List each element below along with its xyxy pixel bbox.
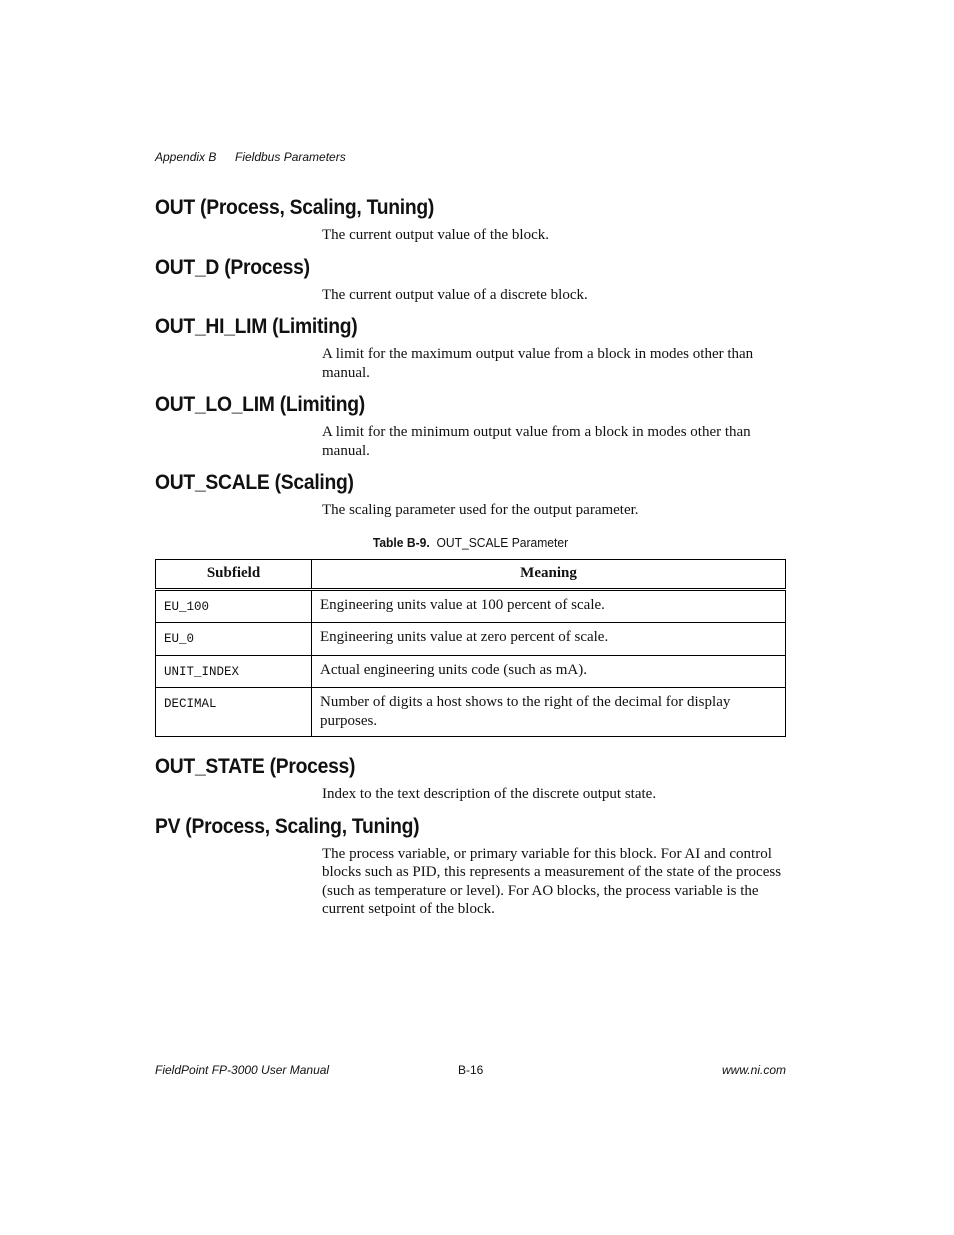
section-body: A limit for the maximum output value from a block in modes other than manual. bbox=[322, 346, 754, 381]
table-caption-text: OUT_SCALE Parameter bbox=[436, 534, 569, 550]
section-body: The current output value of a discrete block. bbox=[322, 286, 588, 303]
section-title: OUT_LO_LIM (Limiting) bbox=[155, 393, 365, 416]
table-row bbox=[156, 688, 786, 737]
header-appendix: Appendix B bbox=[155, 150, 217, 164]
section-out-scale bbox=[155, 471, 786, 737]
out-scale-table bbox=[155, 559, 786, 738]
section-title: OUT_HI_LIM (Limiting) bbox=[155, 315, 358, 338]
section-body: A limit for the minimum output value from a block in modes other than manual. bbox=[322, 424, 751, 459]
section-body: Index to the text description of the discrete output state. bbox=[322, 786, 657, 802]
section-body: The scaling parameter used for the output parameter. bbox=[322, 502, 639, 518]
running-header bbox=[155, 150, 346, 164]
section-out-lo-lim bbox=[155, 393, 786, 460]
section-pv bbox=[155, 815, 786, 919]
section-out-state bbox=[155, 755, 786, 804]
table-caption bbox=[177, 535, 764, 550]
cell-meaning: Actual engineering units code (such as mA). bbox=[312, 655, 786, 688]
table-header-row bbox=[156, 559, 786, 589]
footer-manual-title: FieldPoint FP-3000 User Manual bbox=[155, 1063, 330, 1077]
table-row bbox=[156, 655, 786, 688]
section-title: OUT_D (Process) bbox=[155, 255, 310, 279]
cell-meaning: Engineering units value at 100 percent of scale. bbox=[312, 589, 786, 623]
main-content bbox=[155, 196, 786, 930]
section-title: PV (Process, Scaling, Tuning) bbox=[155, 814, 420, 838]
section-body: The process variable, or primary variable for this block. For AI and control blocks such as PID, this represents a measurement of the state of the process (such as temperature or level). For AO blocks, the process variable is the current setpoint of the block. bbox=[322, 845, 782, 917]
footer-url: www.ni.com bbox=[721, 1063, 786, 1077]
section-body: The current output value of the block. bbox=[322, 227, 550, 243]
table-caption-label: Table B-9. bbox=[372, 534, 430, 550]
table-row bbox=[156, 623, 786, 656]
cell-meaning: Number of digits a host shows to the right of the decimal for display purposes. bbox=[312, 688, 786, 737]
header-section: Fieldbus Parameters bbox=[235, 150, 346, 164]
section-out bbox=[155, 196, 786, 245]
cell-subfield: EU_0 bbox=[156, 623, 312, 656]
section-title: OUT_SCALE (Scaling) bbox=[155, 471, 354, 494]
cell-subfield: EU_100 bbox=[156, 589, 312, 623]
column-header-meaning: Meaning bbox=[312, 559, 786, 589]
column-header-subfield: Subfield bbox=[156, 559, 312, 589]
table-row bbox=[156, 589, 786, 623]
section-title: OUT_STATE (Process) bbox=[155, 755, 356, 778]
footer-page-number: B-16 bbox=[458, 1063, 484, 1077]
cell-meaning: Engineering units value at zero percent of scale. bbox=[312, 623, 786, 656]
cell-subfield: UNIT_INDEX bbox=[156, 655, 312, 688]
section-out-hi-lim bbox=[155, 315, 786, 382]
section-title: OUT (Process, Scaling, Tuning) bbox=[155, 196, 435, 219]
cell-subfield: DECIMAL bbox=[156, 688, 312, 737]
section-out-d bbox=[155, 256, 786, 305]
